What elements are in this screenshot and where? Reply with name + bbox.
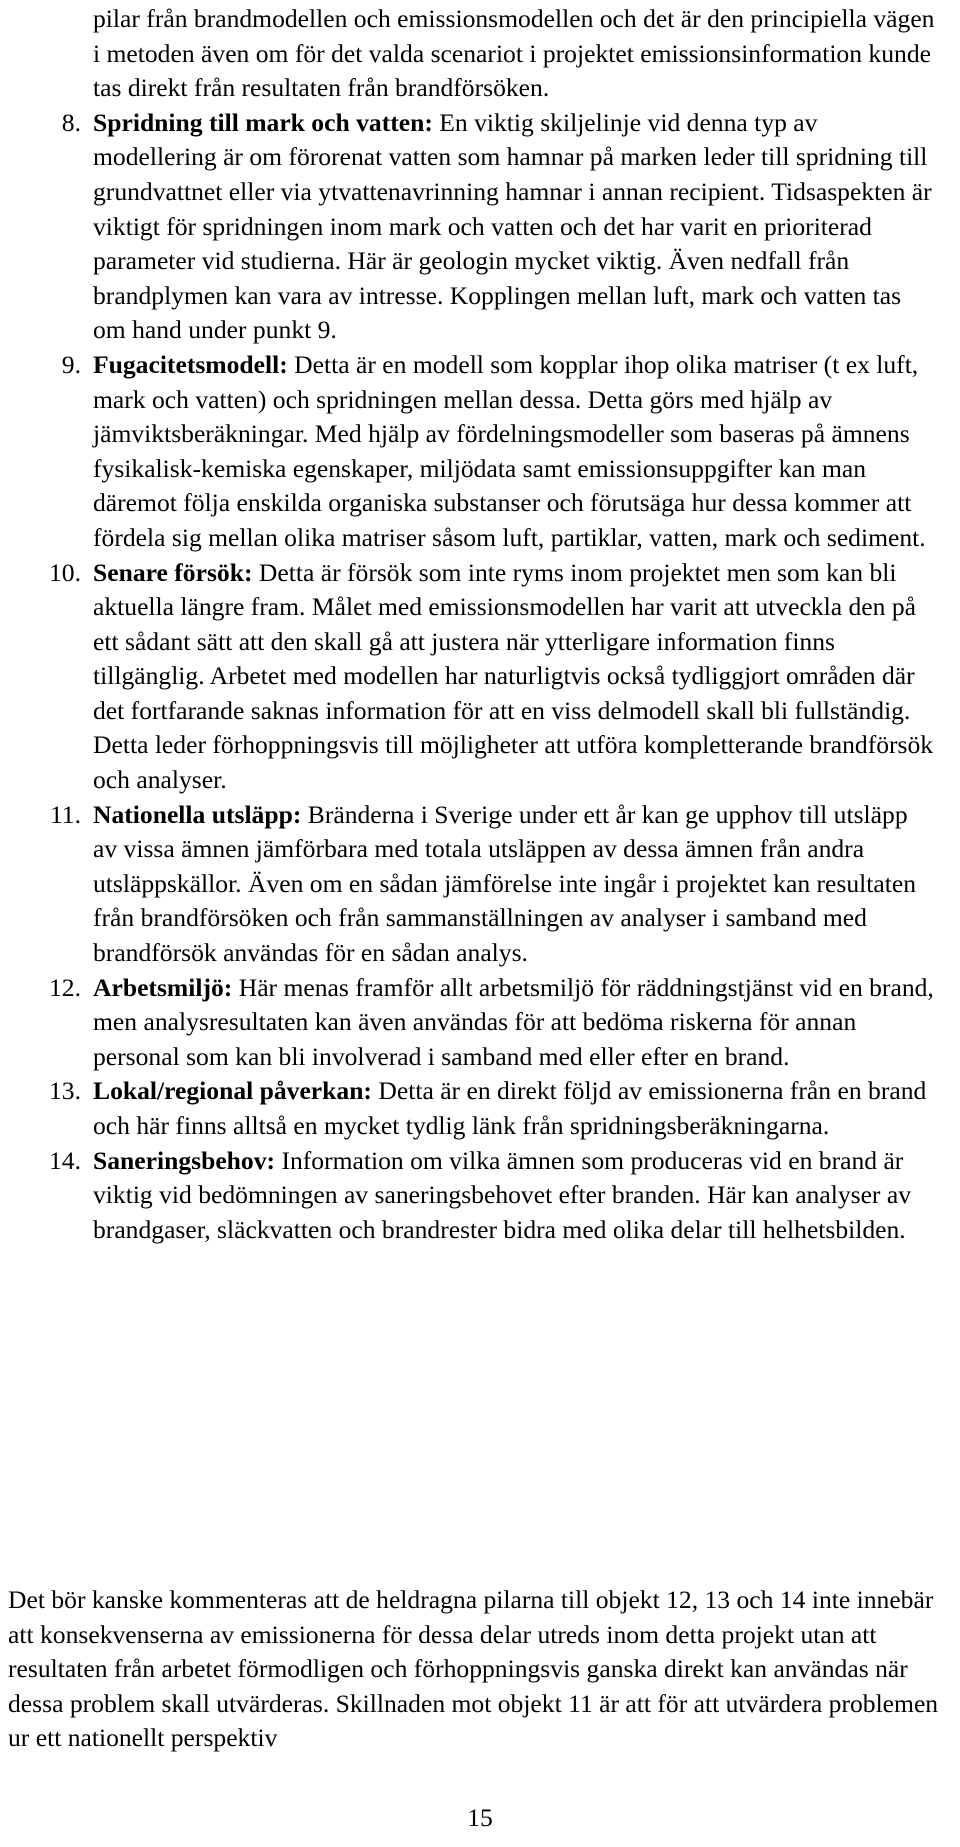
list-item-body [93,106,938,348]
list-item-heading: Senare försök: [93,557,253,587]
list-item-text: Här menas framför allt arbetsmiljö för räddningstjänst vid en brand, men analysresultaten kan även användas för att bedöma riskerna för annan personal som kan bli involverad i samband med eller efter en brand. [93,972,934,1071]
list-item [0,1074,960,1143]
list-item-heading: Saneringsbehov: [93,1145,276,1175]
list-item [0,798,960,971]
list-item-number: 10. [49,557,81,587]
page-number: 15 [467,1803,493,1832]
list-item-text: Information om vilka ämnen som produceras vid en brand är viktig vid bedömningen av saneringsbehovet efter branden. Här kan analyser av brandgaser, släckvatten och brandrester bidra med olika delar till helhetsbilden. [93,1145,912,1244]
list-item-text: Bränderna i Sverige under ett år kan ge upphov till utsläpp av vissa ämnen jämförbara med totala utsläppen av dessa ämnen från andra utsläppskällor. Även om en sådan jämförelse inte ingår i projektet kan resultaten från brandförsöken och från sammanställningen av analyser i samband med brandförsök användas för en sådan analys. [93,799,917,968]
list-item-heading: Nationella utsläpp: [93,799,302,829]
list-item-number: 13. [49,1076,81,1106]
list-item-body [93,1074,938,1143]
list-item-body [93,1144,938,1248]
list-item-text: Detta är en modell som kopplar ihop olika matriser (t ex luft, mark och vatten) och spridningen mellan dessa. Detta görs med hjälp av jämviktsberäkningar. Med hjälp av fördelningsmodeller som baseras på ämnens fysikalisk-kemiska egenskaper, miljödata samt emissionsuppgifter kan man däremot följa enskilda organiska substanser och förutsäga hur dessa kommer att fördela sig mellan olika matriser såsom luft, partiklar, vatten, mark och sediment. [93,349,926,552]
list-item-number: 14. [49,1145,81,1175]
list-item-body [93,798,938,971]
list-item-heading: Arbetsmiljö: [93,972,233,1002]
list-item [0,348,960,556]
list-item-body [93,971,938,1075]
list-item [0,106,960,348]
continuation-paragraph: pilar från brandmodellen och emissionsmodellen och det är den principiella vägen i metoden även om för det valda scenariot i projektet emissionsinformation kunde tas direkt från resultaten från brandförsöken. [93,4,935,103]
list-item [0,556,960,798]
list-item-body [93,348,938,556]
list-item-number: 9. [61,349,81,379]
list-item-number: 11. [49,799,81,829]
list-item-heading: Lokal/regional påverkan: [93,1076,372,1106]
closing-paragraph: Det bör kanske kommenteras att de heldragna pilarna till objekt 12, 13 och 14 inte innebär att konsekvenserna av emissionerna för dessa delar utreds inom detta projekt utan att resultaten från arbetet förmodligen och förhoppningsvis ganska direkt kan användas när dessa problem skall utvärderas. Skillnaden mot objekt 11 är att för att utvärdera problemen ur ett nationellt perspektiv [8,1585,939,1753]
list-item-heading: Spridning till mark och vatten: [93,107,433,137]
list-item-text: En viktig skiljelinje vid denna typ av modellering är om förorenat vatten som hamnar på marken leder till spridning till grundvattnet eller via ytvattenavrinning hamnar i annan recipient. Tidsaspekten är viktigt för spridningen inom mark och vatten och det har varit en prioriterad parameter vid studierna. Här är geologin mycket viktig. Även nedfall från brandplymen kan vara av intresse. Kopplingen mellan luft, mark och vatten tas om hand under punkt 9. [93,107,932,345]
list-item-number: 12. [49,972,81,1002]
list-item [0,971,960,1075]
list-item-heading: Fugacitetsmodell: [93,349,288,379]
list-item-number: 8. [61,107,81,137]
list-item-body [93,556,938,798]
list-item [0,1144,960,1248]
list-item-text: Detta är en direkt följd av emissionerna från en brand och här finns alltså en mycket tydlig länk från spridningsberäkningarna. [93,1076,927,1140]
list-item-text: Detta är försök som inte ryms inom projektet men som kan bli aktuella längre fram. Målet med emissionsmodellen har varit att utveckla den på ett sådant sätt att den skall gå att justera när ytterligare information finns tillgänglig. Arbetet med modellen har naturligtvis också tydliggjort områden där det fortfarande saknas information för att en viss delmodell skall bli fullständig. Detta leder förhoppningsvis till möjligheter att utföra kompletterande brandförsök och analyser. [93,557,934,795]
